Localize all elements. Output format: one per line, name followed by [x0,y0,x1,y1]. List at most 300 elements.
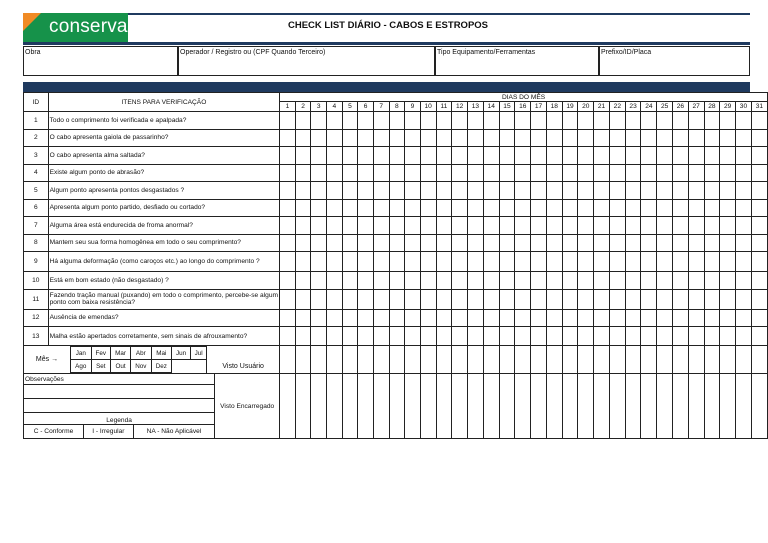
check-cell[interactable] [499,199,515,217]
check-cell[interactable] [625,327,641,346]
check-cell[interactable] [736,309,752,327]
check-cell[interactable] [546,199,562,217]
check-cell[interactable] [327,234,343,252]
check-cell[interactable] [546,289,562,309]
visto-usuario-cell[interactable] [389,346,405,374]
check-cell[interactable] [594,252,610,272]
check-cell[interactable] [452,164,468,182]
visto-usuario-cell[interactable] [751,346,767,374]
check-cell[interactable] [405,252,421,272]
check-cell[interactable] [657,234,673,252]
check-cell[interactable] [641,234,657,252]
check-cell[interactable] [720,147,736,165]
check-cell[interactable] [436,129,452,147]
check-cell[interactable] [373,234,389,252]
check-cell[interactable] [609,199,625,217]
check-cell[interactable] [609,147,625,165]
check-cell[interactable] [468,112,484,130]
check-cell[interactable] [720,182,736,200]
check-cell[interactable] [373,164,389,182]
check-cell[interactable] [736,252,752,272]
check-cell[interactable] [515,217,531,235]
check-cell[interactable] [641,182,657,200]
check-cell[interactable] [546,164,562,182]
check-cell[interactable] [594,327,610,346]
check-cell[interactable] [405,199,421,217]
check-cell[interactable] [280,252,296,272]
check-cell[interactable] [342,309,358,327]
check-cell[interactable] [311,147,327,165]
check-cell[interactable] [483,129,499,147]
check-cell[interactable] [562,272,578,290]
check-cell[interactable] [751,199,767,217]
check-cell[interactable] [483,252,499,272]
check-cell[interactable] [311,217,327,235]
check-cell[interactable] [736,199,752,217]
visto-encarregado-cell[interactable] [327,374,343,439]
field-obra[interactable] [23,46,178,76]
check-cell[interactable] [515,147,531,165]
check-cell[interactable] [436,112,452,130]
visto-usuario-cell[interactable] [562,346,578,374]
check-cell[interactable] [673,147,689,165]
check-cell[interactable] [342,129,358,147]
check-cell[interactable] [625,309,641,327]
visto-usuario-cell[interactable] [641,346,657,374]
check-cell[interactable] [342,182,358,200]
check-cell[interactable] [373,289,389,309]
check-cell[interactable] [483,289,499,309]
check-cell[interactable] [751,327,767,346]
month-cell[interactable]: Fev [91,347,111,360]
check-cell[interactable] [295,327,311,346]
visto-usuario-cell[interactable] [358,346,374,374]
check-cell[interactable] [704,309,720,327]
check-cell[interactable] [327,272,343,290]
check-cell[interactable] [389,164,405,182]
check-cell[interactable] [578,164,594,182]
visto-usuario-cell[interactable] [594,346,610,374]
check-cell[interactable] [499,272,515,290]
visto-usuario-cell[interactable] [578,346,594,374]
check-cell[interactable] [280,199,296,217]
check-cell[interactable] [704,217,720,235]
check-cell[interactable] [641,289,657,309]
check-cell[interactable] [704,112,720,130]
check-cell[interactable] [578,327,594,346]
check-cell[interactable] [751,164,767,182]
check-cell[interactable] [515,309,531,327]
check-cell[interactable] [358,129,374,147]
check-cell[interactable] [720,199,736,217]
visto-encarregado-cell[interactable] [389,374,405,439]
check-cell[interactable] [531,129,547,147]
check-cell[interactable] [420,199,436,217]
check-cell[interactable] [389,252,405,272]
check-cell[interactable] [704,182,720,200]
visto-usuario-cell[interactable] [483,346,499,374]
check-cell[interactable] [546,234,562,252]
check-cell[interactable] [327,327,343,346]
check-cell[interactable] [280,272,296,290]
check-cell[interactable] [594,234,610,252]
check-cell[interactable] [531,147,547,165]
check-cell[interactable] [515,164,531,182]
visto-encarregado-cell[interactable] [688,374,704,439]
check-cell[interactable] [594,217,610,235]
check-cell[interactable] [483,112,499,130]
check-cell[interactable] [280,147,296,165]
check-cell[interactable] [688,234,704,252]
check-cell[interactable] [578,289,594,309]
check-cell[interactable] [499,112,515,130]
check-cell[interactable] [405,129,421,147]
check-cell[interactable] [673,129,689,147]
check-cell[interactable] [280,182,296,200]
check-cell[interactable] [358,217,374,235]
check-cell[interactable] [531,234,547,252]
check-cell[interactable] [688,252,704,272]
check-cell[interactable] [594,182,610,200]
visto-encarregado-cell[interactable] [609,374,625,439]
check-cell[interactable] [499,309,515,327]
check-cell[interactable] [373,129,389,147]
check-cell[interactable] [562,289,578,309]
check-cell[interactable] [342,234,358,252]
check-cell[interactable] [295,272,311,290]
check-cell[interactable] [531,199,547,217]
month-cell[interactable]: Jun [172,347,191,360]
check-cell[interactable] [420,164,436,182]
check-cell[interactable] [389,289,405,309]
visto-encarregado-cell[interactable] [420,374,436,439]
check-cell[interactable] [736,272,752,290]
field-operador[interactable] [178,46,435,76]
check-cell[interactable] [468,289,484,309]
check-cell[interactable] [311,327,327,346]
check-cell[interactable] [546,112,562,130]
check-cell[interactable] [483,309,499,327]
check-cell[interactable] [405,327,421,346]
visto-usuario-cell[interactable] [342,346,358,374]
check-cell[interactable] [609,252,625,272]
check-cell[interactable] [280,217,296,235]
check-cell[interactable] [609,234,625,252]
check-cell[interactable] [358,252,374,272]
check-cell[interactable] [578,199,594,217]
check-cell[interactable] [704,147,720,165]
check-cell[interactable] [673,112,689,130]
check-cell[interactable] [452,147,468,165]
check-cell[interactable] [641,309,657,327]
check-cell[interactable] [358,199,374,217]
check-cell[interactable] [751,182,767,200]
check-cell[interactable] [515,327,531,346]
check-cell[interactable] [720,289,736,309]
check-cell[interactable] [389,147,405,165]
check-cell[interactable] [594,164,610,182]
check-cell[interactable] [562,112,578,130]
check-cell[interactable] [420,327,436,346]
month-cell[interactable]: Dez [151,360,172,373]
check-cell[interactable] [280,164,296,182]
visto-usuario-cell[interactable] [625,346,641,374]
check-cell[interactable] [736,217,752,235]
visto-usuario-cell[interactable] [311,346,327,374]
check-cell[interactable] [280,289,296,309]
check-cell[interactable] [405,147,421,165]
visto-encarregado-cell[interactable] [452,374,468,439]
field-prefixo[interactable] [599,46,750,76]
check-cell[interactable] [311,309,327,327]
check-cell[interactable] [452,289,468,309]
check-cell[interactable] [657,147,673,165]
check-cell[interactable] [609,164,625,182]
check-cell[interactable] [578,272,594,290]
check-cell[interactable] [704,164,720,182]
check-cell[interactable] [420,147,436,165]
check-cell[interactable] [704,129,720,147]
check-cell[interactable] [327,164,343,182]
check-cell[interactable] [405,272,421,290]
check-cell[interactable] [452,327,468,346]
check-cell[interactable] [546,217,562,235]
visto-encarregado-cell[interactable] [280,374,296,439]
check-cell[interactable] [751,289,767,309]
check-cell[interactable] [562,129,578,147]
check-cell[interactable] [405,164,421,182]
check-cell[interactable] [373,217,389,235]
check-cell[interactable] [531,309,547,327]
visto-encarregado-cell[interactable] [736,374,752,439]
check-cell[interactable] [468,309,484,327]
visto-encarregado-cell[interactable] [594,374,610,439]
check-cell[interactable] [373,272,389,290]
check-cell[interactable] [673,309,689,327]
visto-encarregado-cell[interactable] [468,374,484,439]
check-cell[interactable] [594,147,610,165]
check-cell[interactable] [609,272,625,290]
check-cell[interactable] [657,272,673,290]
visto-usuario-cell[interactable] [531,346,547,374]
month-cell[interactable]: Mar [111,347,131,360]
check-cell[interactable] [327,112,343,130]
check-cell[interactable] [468,164,484,182]
month-cell[interactable]: Jul [191,347,207,360]
check-cell[interactable] [751,252,767,272]
check-cell[interactable] [452,112,468,130]
check-cell[interactable] [327,182,343,200]
check-cell[interactable] [657,289,673,309]
check-cell[interactable] [578,252,594,272]
check-cell[interactable] [657,112,673,130]
check-cell[interactable] [436,199,452,217]
check-cell[interactable] [531,272,547,290]
check-cell[interactable] [641,147,657,165]
check-cell[interactable] [420,129,436,147]
check-cell[interactable] [641,112,657,130]
check-cell[interactable] [531,112,547,130]
check-cell[interactable] [452,199,468,217]
visto-encarregado-cell[interactable] [562,374,578,439]
check-cell[interactable] [641,129,657,147]
check-cell[interactable] [751,234,767,252]
check-cell[interactable] [688,164,704,182]
check-cell[interactable] [562,199,578,217]
visto-encarregado-cell[interactable] [311,374,327,439]
visto-usuario-cell[interactable] [373,346,389,374]
check-cell[interactable] [327,147,343,165]
check-cell[interactable] [515,252,531,272]
check-cell[interactable] [483,327,499,346]
check-cell[interactable] [436,147,452,165]
check-cell[interactable] [405,182,421,200]
check-cell[interactable] [389,199,405,217]
visto-encarregado-cell[interactable] [673,374,689,439]
check-cell[interactable] [736,289,752,309]
check-cell[interactable] [295,252,311,272]
check-cell[interactable] [499,217,515,235]
check-cell[interactable] [311,289,327,309]
check-cell[interactable] [609,217,625,235]
observacoes-line[interactable] [24,399,215,413]
check-cell[interactable] [736,147,752,165]
check-cell[interactable] [594,199,610,217]
check-cell[interactable] [389,309,405,327]
check-cell[interactable] [295,217,311,235]
check-cell[interactable] [625,129,641,147]
check-cell[interactable] [405,309,421,327]
check-cell[interactable] [420,112,436,130]
check-cell[interactable] [531,217,547,235]
check-cell[interactable] [436,234,452,252]
check-cell[interactable] [546,309,562,327]
check-cell[interactable] [531,252,547,272]
check-cell[interactable] [295,182,311,200]
check-cell[interactable] [546,327,562,346]
check-cell[interactable] [720,129,736,147]
check-cell[interactable] [342,112,358,130]
visto-usuario-cell[interactable] [515,346,531,374]
check-cell[interactable] [358,309,374,327]
check-cell[interactable] [436,289,452,309]
visto-usuario-cell[interactable] [295,346,311,374]
check-cell[interactable] [436,164,452,182]
check-cell[interactable] [688,289,704,309]
check-cell[interactable] [499,129,515,147]
observacoes-line[interactable] [24,385,215,399]
check-cell[interactable] [673,234,689,252]
check-cell[interactable] [483,164,499,182]
check-cell[interactable] [436,182,452,200]
check-cell[interactable] [657,182,673,200]
check-cell[interactable] [295,164,311,182]
check-cell[interactable] [736,112,752,130]
check-cell[interactable] [452,129,468,147]
check-cell[interactable] [295,309,311,327]
visto-usuario-cell[interactable] [688,346,704,374]
check-cell[interactable] [389,272,405,290]
check-cell[interactable] [327,309,343,327]
check-cell[interactable] [657,252,673,272]
check-cell[interactable] [515,234,531,252]
check-cell[interactable] [546,129,562,147]
month-cell[interactable]: Out [111,360,131,373]
month-cell[interactable]: Set [91,360,111,373]
check-cell[interactable] [420,252,436,272]
check-cell[interactable] [358,112,374,130]
check-cell[interactable] [609,129,625,147]
check-cell[interactable] [342,272,358,290]
check-cell[interactable] [688,129,704,147]
check-cell[interactable] [420,234,436,252]
visto-usuario-cell[interactable] [609,346,625,374]
check-cell[interactable] [405,234,421,252]
visto-encarregado-cell[interactable] [373,374,389,439]
check-cell[interactable] [311,112,327,130]
check-cell[interactable] [499,164,515,182]
check-cell[interactable] [295,147,311,165]
visto-usuario-cell[interactable] [499,346,515,374]
check-cell[interactable] [751,309,767,327]
check-cell[interactable] [373,252,389,272]
check-cell[interactable] [499,327,515,346]
check-cell[interactable] [657,217,673,235]
visto-encarregado-cell[interactable] [295,374,311,439]
check-cell[interactable] [280,309,296,327]
check-cell[interactable] [311,234,327,252]
check-cell[interactable] [420,309,436,327]
check-cell[interactable] [688,272,704,290]
visto-encarregado-cell[interactable] [625,374,641,439]
check-cell[interactable] [625,252,641,272]
check-cell[interactable] [389,217,405,235]
check-cell[interactable] [468,327,484,346]
check-cell[interactable] [342,252,358,272]
check-cell[interactable] [720,327,736,346]
check-cell[interactable] [578,217,594,235]
check-cell[interactable] [452,309,468,327]
check-cell[interactable] [594,272,610,290]
check-cell[interactable] [405,289,421,309]
check-cell[interactable] [499,234,515,252]
check-cell[interactable] [452,217,468,235]
check-cell[interactable] [358,147,374,165]
visto-encarregado-cell[interactable] [358,374,374,439]
check-cell[interactable] [562,182,578,200]
check-cell[interactable] [327,252,343,272]
check-cell[interactable] [280,234,296,252]
check-cell[interactable] [373,327,389,346]
check-cell[interactable] [436,309,452,327]
visto-usuario-cell[interactable] [452,346,468,374]
check-cell[interactable] [405,112,421,130]
check-cell[interactable] [736,327,752,346]
check-cell[interactable] [688,182,704,200]
check-cell[interactable] [578,309,594,327]
check-cell[interactable] [704,272,720,290]
check-cell[interactable] [295,112,311,130]
check-cell[interactable] [704,327,720,346]
check-cell[interactable] [688,309,704,327]
check-cell[interactable] [657,164,673,182]
check-cell[interactable] [311,199,327,217]
check-cell[interactable] [688,217,704,235]
check-cell[interactable] [641,272,657,290]
check-cell[interactable] [688,147,704,165]
check-cell[interactable] [625,112,641,130]
month-cell[interactable]: Nov [131,360,152,373]
